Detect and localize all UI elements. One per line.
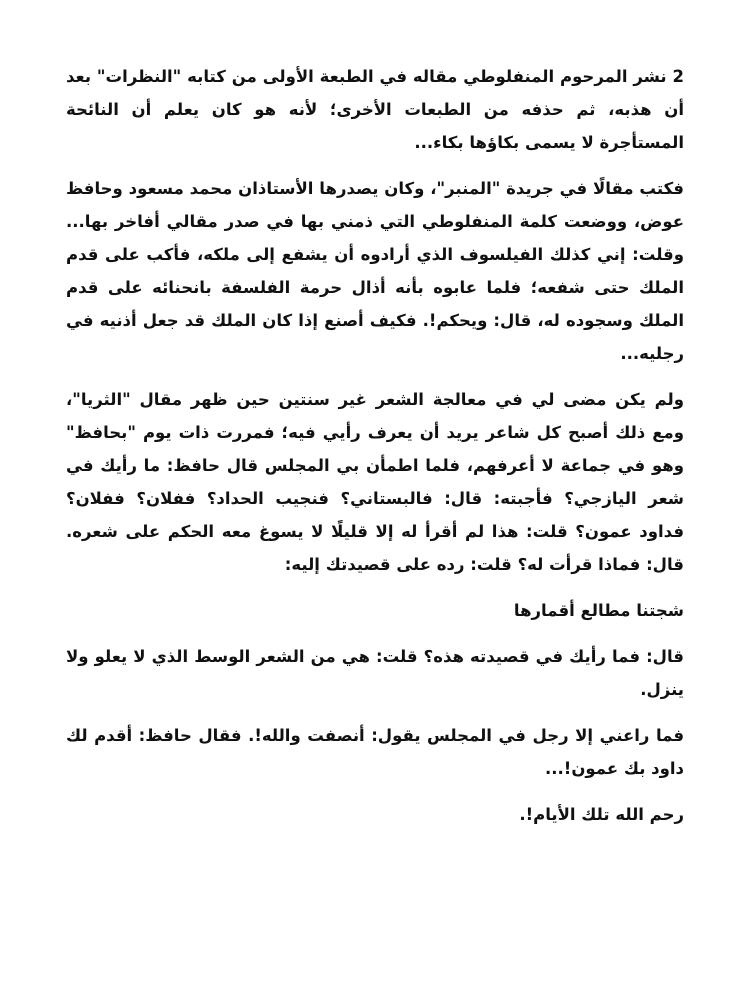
document-body — [66, 60, 684, 831]
paragraph-1: 2 نشر المرحوم المنفلوطي مقاله في الطبعة الأولى من كتابه "النظرات" بعد أن هذبه، ثم حذفه من الطبعات الأخرى؛ لأنه هو كان يعلم أن النائحة المستأجرة لا يسمى بكاؤها بكاء... — [66, 67, 684, 152]
closing-line: رحم الله تلك الأيام!. — [519, 805, 684, 824]
paragraph-3: ولم يكن مضى لي في معالجة الشعر غير سنتين حين ظهر مقال "الثريا"، ومع ذلك أصبح كل شاعر يريد أن يعرف رأيي فيه؛ فمررت ذات يوم "بحافظ" وهو في جماعة لا أعرفهم، فلما اطمأن بي المجلس قال حافظ: ما رأيك في شعر اليازجي؟ فأجبته: قال: فالبستاني؟ فنجيب الحداد؟ ففلان؟ ففلان؟ فداود عمون؟ قلت: هذا لم أقرأ له إلا قليلًا لا يسوغ معه الحكم على شعره. قال: فماذا قرأت له؟ قلت: رده على قصيدتك إليه: — [66, 390, 684, 574]
verse-line: شجتنا مطالع أقمارها — [513, 601, 684, 620]
paragraph-5: فما راعني إلا رجل في المجلس يقول: أنصفت والله!. فقال حافظ: أقدم لك داود بك عمون!... — [66, 726, 684, 778]
paragraph-4: قال: فما رأيك في قصيدته هذه؟ قلت: هي من الشعر الوسط الذي لا يعلو ولا ينزل. — [66, 647, 684, 699]
paragraph-2: فكتب مقالًا في جريدة "المنبر"، وكان يصدرها الأستاذان محمد مسعود وحافظ عوض، ووضعت كلمة المنفلوطي التي ذمني بها في صدر مقالي أفاخر بها... وقلت: إني كذلك الفيلسوف الذي أرادوه أن يشفع إلى ملكه، فأكب على قدم الملك حتى شفعه؛ فلما عابوه بأنه أذال حرمة الفلسفة بانحنائه على قدم الملك وسجوده له، قال: ويحكم!. فكيف أصنع إذا كان الملك قد جعل أذنيه في رجليه... — [66, 179, 684, 363]
